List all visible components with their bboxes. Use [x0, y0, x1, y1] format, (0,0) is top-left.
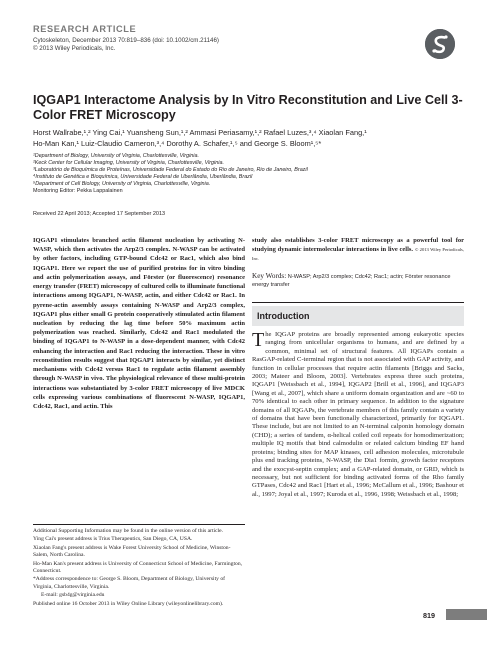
affiliation: ²Keck Center for Cellular Imaging, University of Virginia, Charlottesville, Virginia.	[33, 160, 224, 167]
keywords-divider	[252, 302, 464, 303]
abstract-copyright: © 2013 Wiley Periodicals, Inc.	[252, 247, 464, 262]
journal-logo-icon	[425, 29, 455, 59]
keywords-label: Key Words:	[252, 272, 287, 280]
author-line: Ho-Man Kan,¹ Luiz-Claudio Cameron,³,⁴ Dorothy A. Schafer,¹,⁵ and George S. Bloom¹,⁵*	[33, 138, 322, 148]
affiliation: ⁴Instituto de Genética e Bioquímica, Universidade Federal de Uberlândia, Uberlândia, Brazil	[33, 174, 253, 181]
affiliations	[33, 153, 463, 196]
publisher-copyright: © 2013 Wiley Periodicals, Inc.	[33, 45, 116, 52]
journal-citation: Cytoskeleton, December 2013 70:819–836 (doi: 10.1002/cm.21146)	[33, 37, 219, 44]
footnote: Ying Cai's present address is Trius Therapeutics, San Diego, CA, USA.	[33, 536, 193, 543]
keywords	[252, 272, 464, 289]
footnote-divider	[33, 524, 245, 525]
drop-cap: T	[252, 329, 265, 351]
affiliation: ¹Department of Biology, University of Virginia, Charlottesville, Virginia.	[33, 153, 199, 159]
section-label: RESEARCH ARTICLE	[33, 24, 137, 34]
introduction-text	[252, 331, 464, 499]
abstract-continued	[252, 236, 464, 264]
footnote: Ho-Man Kan's present address is University of Connecticut School of Medicine, Farmington, Connecticut.	[33, 560, 243, 575]
footnotes	[33, 528, 245, 609]
footnote: Published online 16 October 2013 in Wiley Online Library (wileyonlinelibrary.com).	[33, 600, 224, 607]
abstract-continued-text: study also establishes 3-color FRET microscopy as a powerful tool for studying dynamic intermolecular interactions in live cells.	[252, 237, 464, 254]
footnote-email: E-mail: gsb4g@virginia.edu	[41, 592, 105, 599]
page-bar	[446, 609, 487, 620]
article-title: IQGAP1 Interactome Analysis by In Vitro Reconstitution and Live Cell 3-Color FRET Microscopy	[33, 93, 463, 122]
section-heading-introduction: Introduction	[252, 306, 464, 326]
introduction-body: he IQGAP proteins are broadly represented among eukaryotic species ranging from unicellular organisms to humans, and are defined by a common, minimal set of structural features. All IQGAPs contain a RasGAP-related C-terminal region that is not associated with GAP activity, and function in cellular processes that require actin filaments [Briggs and Sacks, 2003; Mateer and Bloom, 2003]. Vertebrates express three such proteins, IQGAP1 [Weissbach et al., 1994], IQGAP2 [Brill et al., 1996], and IQGAP3 [Wang et al., 2007], which share a uniform domain organization and are ~60 to 70% identical to each other in primary sequence. In addition to the signature domains of all IQGAPs, the vertebrate members of this family contain a variety of domains that have been functionally characterized, primarily for IQGAP1. These include, but are not limited to an N-terminal calponin homology domain (CHD); a series of tandem, α-helical coiled coil repeats for homodimerization; multiple IQ motifs that bind calmodulin or related calcium binding EF hand proteins; binding sites for MAP kinases, cell adhesion molecules, microtubule plus end tracking proteins, N-WASP, the Dia1 formin, growth factor receptors and the exocyst-septin complex; and a GAP-related domain, or GRD, which is necessary, but not sufficient for binding activated forms of the Rho family GTPases, Cdc42 and Rac1 [Hart et al., 1996; McCallum et al., 1996; Bashour et al., 1997; Joyal et al., 1997; Kuroda et al., 1996, 1998; Weissbach et al., 1998;	[252, 331, 464, 498]
author-line: Horst Wallrabe,¹,² Ying Cai,¹ Yuansheng Sun,¹,² Ammasi Periasamy,¹,² Rafael Luzes,³,⁴ Xiaolan Fang,¹	[33, 128, 367, 137]
keywords-list: N-WASP; Arp2/3 complex; Cdc42; Rac1; actin; Förster resonance energy transfer	[252, 274, 451, 288]
footnote: Additional Supporting Information may be found in the online version of this article.	[33, 528, 223, 534]
monitoring-editor: Monitoring Editor: Pekka Lappalainen	[33, 188, 123, 195]
affiliation: ⁵Department of Cell Biology, University of Virginia, Charlottesville, Virginia.	[33, 181, 211, 188]
received-accepted-dates: Received 22 April 2013; Accepted 17 September 2013	[33, 211, 166, 217]
page-number: 819	[423, 611, 435, 620]
affiliation: ³Laboratório de Bioquímica de Proteínas, Universidade Federal do Estado do Rio de Janeiro, Rio de Janeiro, Brazil	[33, 167, 308, 174]
footnote: Xiaolan Fang's present address is Wake Forest University School of Medicine, Winston-Salem, North Carolina.	[33, 544, 231, 559]
author-list	[33, 128, 463, 149]
footnote: *Address correspondence to: George S. Bloom, Department of Biology, University of Virginia, Charlottesville, Virginia.	[33, 576, 226, 590]
abstract: IQGAP1 stimulates branched actin filament nucleation by activating N-WASP, which then activates the Arp2/3 complex. N-WASP can be activated by other factors, including GTP-bound Cdc42 or Rac1, which also bind IQGAP1. Here we report the use of purified proteins for in vitro binding and actin polymerization assays, and Förster (or fluorescence) resonance energy transfer (FRET) microscopy of cultured cells to illuminate functional interactions among IQGAP1, N-WASP, actin, and either Cdc42 or Rac1. In pyrene-actin assembly assays containing N-WASP and Arp2/3 complex, IQGAP1 plus either small G protein cooperatively stimulated actin filament nucleation by reducing the lag time before 50% maximum actin polymerization was reached. Similarly, Cdc42 and Rac1 modulated the binding of IQGAP1 to N-WASP in a dose-dependent manner, with Cdc42 enhancing the interaction and Rac1 reducing the interaction. These in vitro reconstitution results suggest that IQGAP1 interacts by similar, yet distinct mechanisms with Cdc42 versus Rac1 to regulate actin filament assembly through N-WASP in vivo. The physiological relevance of these multi-protein interactions was substantiated by 3-color FRET microscopy of live MDCK cells expressing various combinations of fluorescent N-WASP, IQGAP1, Cdc42, Rac1, and actin. This	[33, 237, 245, 410]
article-header	[33, 24, 413, 53]
